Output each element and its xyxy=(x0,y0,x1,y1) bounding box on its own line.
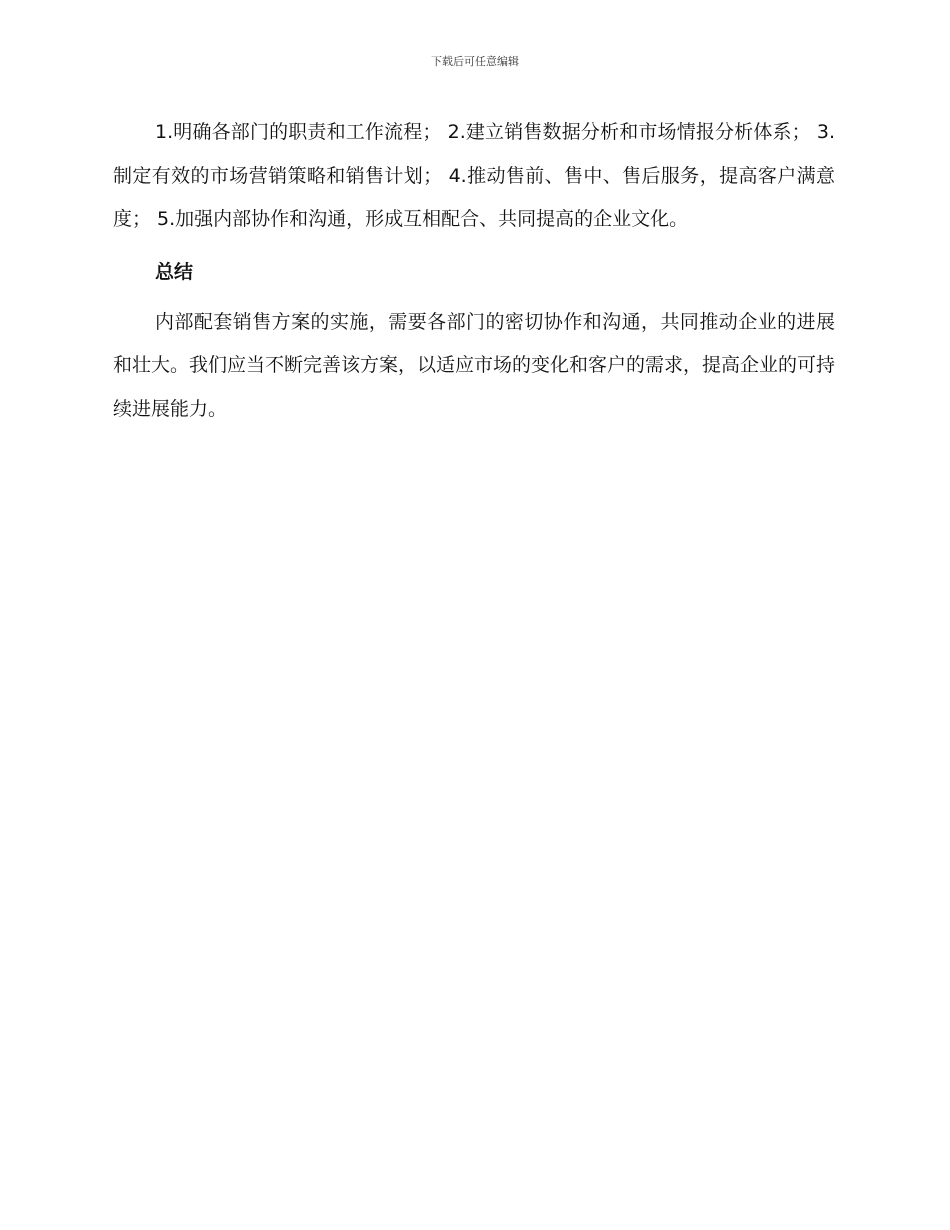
summary-paragraph: 内部配套销售方案的实施，需要各部门的密切协作和沟通，共同推动企业的进展和壮大。我们应当不断完善该方案，以适应市场的变化和客户的需求，提高企业的可持续进展能力。 xyxy=(113,310,836,420)
page-header-note: 下载后可任意编辑 xyxy=(431,55,519,68)
summary-heading: 总结 xyxy=(155,260,194,283)
numbered-measures-paragraph: 1.明确各部门的职责和工作流程； 2.建立销售数据分析和市场情报分析体系； 3.制定有效的市场营销策略和销售计划； 4.推动售前、售中、售后服务，提高客户满意度； 5.加强内部协作和沟通，形成互相配合、共同提高的企业文化。 xyxy=(113,121,835,230)
document-body xyxy=(113,111,835,431)
